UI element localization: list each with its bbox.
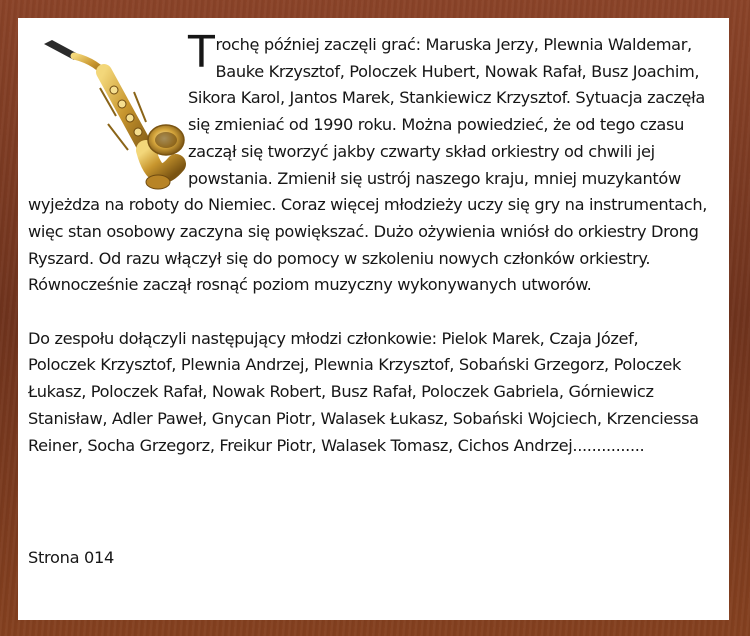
page-number: Strona 014 <box>28 548 115 567</box>
drop-cap: T <box>188 27 215 78</box>
article-text <box>28 27 708 459</box>
image-spacer <box>28 32 188 190</box>
paragraph-1-text: rochę później zaczęli grać: Maruska Jerzy, Plewnia Waldemar, Bauke Krzysztof, Poloczek Hubert, Nowak Rafał, Busz Joachim, Sikora Karol, Jantos Marek, Stankiewicz Krzysztof. Sytuacja zaczęła się zmieniać od 1990 roku. Można powiedzieć, że od tego czasu zaczął się tworzyć jakby czwarty skład orkiestry od chwili jej powstania. Zmienił się ustrój naszego kraju, mniej muzykantów wyjeżdza na roboty do Niemiec. Coraz więcej młodzieży uczy się gry na instrumentach, więc stan osobowy zaczyna się powiększać. Dużo ożywienia wniósł do orkiestry Drong Ryszard. Od razu włączył się do pomocy w szkoleniu nowych członków orkiestry. Równocześnie zaczął rosnąć poziom muzyczny wykonywanych utworów. <box>28 35 708 295</box>
page-sheet <box>18 18 729 620</box>
paragraph-2: Do zespołu dołączyli następujący młodzi członkowie: Pielok Marek, Czaja Józef, Poloczek Krzysztof, Plewnia Andrzej, Plewnia Krzysztof, Sobański Grzegorz, Poloczek Łukasz, Poloczek Rafał, Nowak Robert, Busz Rafał, Poloczek Gabriela, Górniewicz Stanisław, Adler Paweł, Gnycan Piotr, Walasek Łukasz, Sobański Wojciech, Krzenciessa Reiner, Socha Grzegorz, Freikur Piotr, Walasek Tomasz, Cichos Andrzej............... <box>28 328 699 455</box>
